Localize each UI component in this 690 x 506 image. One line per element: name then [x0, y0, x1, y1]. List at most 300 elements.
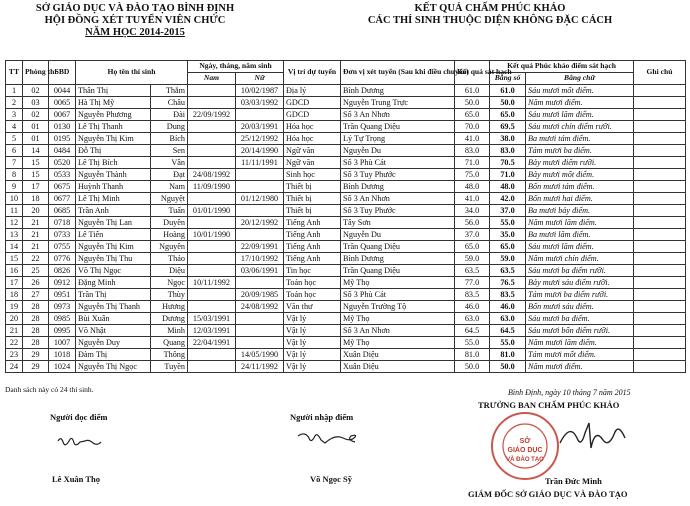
row-phong-thi: 14	[23, 145, 49, 157]
row-vi-tri: Hóa học	[284, 133, 341, 145]
row-ket-qua: 65.0	[455, 109, 490, 121]
row-bang-so: 65.0	[490, 109, 526, 121]
row-ho: Nguyễn Duy	[76, 337, 151, 349]
row-bang-so: 37.0	[490, 205, 526, 217]
row-bang-chu: Bốn mươi sáu điểm.	[526, 301, 634, 313]
row-ghi-chu	[634, 109, 686, 121]
row-ten: Châu	[151, 97, 188, 109]
row-ten: Bích	[151, 133, 188, 145]
row-bang-chu: Năm mươi chín điểm.	[526, 253, 634, 265]
row-ket-qua: 75.0	[455, 169, 490, 181]
header-phong-thi: Phòng thi	[23, 61, 49, 85]
row-ten: Nguyệt	[151, 193, 188, 205]
row-tt: 15	[6, 253, 23, 265]
row-bang-so: 83.0	[490, 145, 526, 157]
row-don-vi: Số 3 Phù Cát	[341, 289, 455, 301]
header-ghi-chu: Ghi chú	[634, 61, 686, 85]
row-ho: Nguyễn Thị Kim	[76, 241, 151, 253]
board-title: TRƯỞNG BAN CHẤM PHÚC KHẢO	[478, 400, 620, 410]
row-tt: 6	[6, 145, 23, 157]
table-row	[6, 313, 686, 325]
row-ghi-chu	[634, 97, 686, 109]
row-ten: Sen	[151, 145, 188, 157]
row-bang-chu: Năm mươi điểm.	[526, 361, 634, 373]
row-bang-so: 35.0	[490, 229, 526, 241]
table-row	[6, 277, 686, 289]
row-phong-thi: 27	[23, 289, 49, 301]
header-ket-qua: Kết quả sát hạch	[455, 61, 490, 85]
row-nam	[188, 133, 236, 145]
row-vi-tri: Ngữ văn	[284, 145, 341, 157]
row-don-vi: Mỹ Thọ	[341, 313, 455, 325]
row-nu: 20/14/1990	[236, 145, 284, 157]
table-row	[6, 361, 686, 373]
row-ket-qua: 83.5	[455, 289, 490, 301]
row-bang-chu: Tám mươi mốt điểm.	[526, 349, 634, 361]
row-bang-chu: Bốn mươi tám điểm.	[526, 181, 634, 193]
row-ghi-chu	[634, 325, 686, 337]
row-nam	[188, 361, 236, 373]
row-ghi-chu	[634, 205, 686, 217]
row-vi-tri: Vật lý	[284, 361, 341, 373]
row-nam: 01/01/1990	[188, 205, 236, 217]
row-nu	[236, 337, 284, 349]
date-line: Bình Định, ngày 10 tháng 7 năm 2015	[508, 388, 631, 397]
row-ket-qua: 63.5	[455, 265, 490, 277]
row-phong-thi: 02	[23, 109, 49, 121]
row-ho: Võ Thị Ngọc	[76, 265, 151, 277]
row-phong-thi: 21	[23, 229, 49, 241]
row-bang-so: 42.0	[490, 193, 526, 205]
row-nam	[188, 253, 236, 265]
row-vi-tri: Vật lý	[284, 325, 341, 337]
row-vi-tri: Toán học	[284, 289, 341, 301]
row-sbd: 0067	[49, 109, 76, 121]
row-phong-thi: 28	[23, 313, 49, 325]
row-sbd: 0484	[49, 145, 76, 157]
row-don-vi: Xuân Diệu	[341, 361, 455, 373]
row-nu	[236, 313, 284, 325]
row-sbd: 0677	[49, 193, 76, 205]
row-bang-so: 55.0	[490, 217, 526, 229]
row-tt: 5	[6, 133, 23, 145]
row-nu	[236, 181, 284, 193]
row-bang-chu: Sáu mươi mốt điểm.	[526, 85, 634, 97]
row-don-vi: Bình Dương	[341, 85, 455, 97]
row-tt: 7	[6, 157, 23, 169]
row-bang-so: 61.0	[490, 85, 526, 97]
row-tt: 8	[6, 169, 23, 181]
row-ho: Nguyễn Thị Thu	[76, 253, 151, 265]
row-don-vi: Số 3 An Nhơn	[341, 193, 455, 205]
header-bang-so: Bằng số	[490, 73, 526, 85]
row-nam	[188, 121, 236, 133]
table-row	[6, 205, 686, 217]
header-nam: Nam	[188, 73, 236, 85]
row-bang-chu: Sáu mươi lăm điểm.	[526, 241, 634, 253]
row-ghi-chu	[634, 229, 686, 241]
table-row	[6, 133, 686, 145]
row-sbd: 0951	[49, 289, 76, 301]
row-phong-thi: 26	[23, 277, 49, 289]
row-bang-so: 63.5	[490, 265, 526, 277]
row-ho: Nguyễn Phương	[76, 109, 151, 121]
row-vi-tri: Thiết bị	[284, 193, 341, 205]
row-tt: 20	[6, 313, 23, 325]
row-ghi-chu	[634, 301, 686, 313]
row-ghi-chu	[634, 241, 686, 253]
row-vi-tri: Hóa học	[284, 121, 341, 133]
row-vi-tri: Thiết bị	[284, 205, 341, 217]
svg-text:SỞ: SỞ	[519, 438, 531, 445]
row-bang-chu: Tám mươi ba điểm rưỡi.	[526, 289, 634, 301]
row-ten: Minh	[151, 325, 188, 337]
row-sbd: 1007	[49, 337, 76, 349]
row-sbd: 0675	[49, 181, 76, 193]
row-ket-qua: 77.0	[455, 277, 490, 289]
row-tt: 12	[6, 217, 23, 229]
row-ten: Đài	[151, 109, 188, 121]
row-vi-tri: Toán học	[284, 277, 341, 289]
header-left-line1: SỞ GIÁO DỤC VÀ ĐÀO TẠO BÌNH ĐỊNH	[35, 3, 235, 14]
row-tt: 18	[6, 289, 23, 301]
row-ho: Hà Thị Mỹ	[76, 97, 151, 109]
row-don-vi: Tây Sơn	[341, 217, 455, 229]
row-vi-tri: Vật lý	[284, 313, 341, 325]
row-vi-tri: Sinh học	[284, 169, 341, 181]
row-bang-so: 70.5	[490, 157, 526, 169]
row-sbd: 0533	[49, 169, 76, 181]
row-ghi-chu	[634, 85, 686, 97]
row-vi-tri: Ngữ văn	[284, 157, 341, 169]
row-ghi-chu	[634, 181, 686, 193]
row-sbd: 0985	[49, 313, 76, 325]
row-sbd: 1024	[49, 361, 76, 373]
table-row	[6, 337, 686, 349]
row-ket-qua: 56.0	[455, 217, 490, 229]
row-sbd: 0995	[49, 325, 76, 337]
row-ghi-chu	[634, 169, 686, 181]
row-sbd: 0826	[49, 265, 76, 277]
table-row	[6, 109, 686, 121]
row-ghi-chu	[634, 337, 686, 349]
row-ten: Dung	[151, 121, 188, 133]
row-bang-so: 50.0	[490, 361, 526, 373]
row-ghi-chu	[634, 157, 686, 169]
row-ten: Nam	[151, 181, 188, 193]
row-don-vi: Số 3 Tuy Phước	[341, 169, 455, 181]
row-phong-thi: 17	[23, 181, 49, 193]
row-ten: Tuấn	[151, 205, 188, 217]
row-phong-thi: 15	[23, 169, 49, 181]
row-nam	[188, 85, 236, 97]
row-nu: 22/09/1991	[236, 241, 284, 253]
row-nam: 15/03/1991	[188, 313, 236, 325]
row-ho: Nguyễn Thị Lan	[76, 217, 151, 229]
row-nam: 24/08/1992	[188, 169, 236, 181]
row-don-vi: Số 3 Tuy Phước	[341, 205, 455, 217]
row-bang-chu: Năm mươi điểm.	[526, 97, 634, 109]
row-don-vi: Số 3 An Nhơn	[341, 325, 455, 337]
row-ket-qua: 46.0	[455, 301, 490, 313]
row-phong-thi: 29	[23, 349, 49, 361]
row-ten: Ngọc	[151, 277, 188, 289]
row-tt: 3	[6, 109, 23, 121]
row-ho: Thân Thị	[76, 85, 151, 97]
row-bang-chu: Năm mươi lăm điểm.	[526, 337, 634, 349]
row-tt: 9	[6, 181, 23, 193]
table-row	[6, 253, 686, 265]
row-ten: Duyên	[151, 217, 188, 229]
header-left	[10, 3, 260, 39]
row-ten: Dương	[151, 313, 188, 325]
table-row	[6, 229, 686, 241]
row-phong-thi: 02	[23, 85, 49, 97]
row-nam: 12/03/1991	[188, 325, 236, 337]
row-nam	[188, 145, 236, 157]
row-ho: Nguyễn Thành	[76, 169, 151, 181]
row-nu	[236, 109, 284, 121]
row-ket-qua: 61.0	[455, 85, 490, 97]
row-phong-thi: 20	[23, 205, 49, 217]
header-don-vi: Đơn vị xét tuyển (Sau khi điều chuyển)	[341, 61, 455, 85]
table-row	[6, 289, 686, 301]
header-sbd: SBD	[49, 61, 76, 85]
row-ghi-chu	[634, 193, 686, 205]
reader-title: Người đọc điểm	[50, 412, 108, 422]
row-nu: 14/05/1990	[236, 349, 284, 361]
row-ghi-chu	[634, 121, 686, 133]
row-don-vi: Số 3 Phù Cát	[341, 157, 455, 169]
row-bang-chu: Bảy mươi điểm rưỡi.	[526, 157, 634, 169]
row-vi-tri: Văn thư	[284, 301, 341, 313]
row-nu	[236, 205, 284, 217]
table-row	[6, 193, 686, 205]
official-stamp	[488, 410, 563, 482]
row-ket-qua: 41.0	[455, 133, 490, 145]
row-phong-thi: 03	[23, 97, 49, 109]
row-tt: 14	[6, 241, 23, 253]
row-ket-qua: 48.0	[455, 181, 490, 193]
header-vi-tri: Vị trí dự tuyển	[284, 61, 341, 85]
header-phuc-khao: Kết quả Phúc khảo điểm sát hạch	[490, 61, 634, 73]
row-vi-tri: Tin học	[284, 265, 341, 277]
row-tt: 23	[6, 349, 23, 361]
row-nu	[236, 277, 284, 289]
header-left-line3: NĂM HỌC 2014-2015	[85, 27, 185, 38]
row-bang-so: 50.0	[490, 97, 526, 109]
row-ho: Nguyễn Thị Ngọc	[76, 361, 151, 373]
row-ho: Lê Thị Thanh	[76, 121, 151, 133]
row-ket-qua: 55.0	[455, 337, 490, 349]
reader-signature	[55, 433, 105, 453]
row-tt: 4	[6, 121, 23, 133]
row-bang-so: 81.0	[490, 349, 526, 361]
row-ghi-chu	[634, 313, 686, 325]
row-ho: Bùi Xuân	[76, 313, 151, 325]
header-tt: TT	[6, 61, 23, 85]
row-vi-tri: Tiếng Anh	[284, 241, 341, 253]
row-bang-so: 64.5	[490, 325, 526, 337]
row-tt: 21	[6, 325, 23, 337]
row-don-vi: Xuân Diệu	[341, 349, 455, 361]
row-bang-so: 76.5	[490, 277, 526, 289]
row-tt: 22	[6, 337, 23, 349]
row-ket-qua: 50.0	[455, 361, 490, 373]
row-ho: Nguyễn Thị Kim	[76, 133, 151, 145]
row-bang-so: 48.0	[490, 181, 526, 193]
row-ket-qua: 65.0	[455, 241, 490, 253]
row-ten: Diệu	[151, 265, 188, 277]
row-tt: 2	[6, 97, 23, 109]
row-ten: Thảo	[151, 253, 188, 265]
table-row	[6, 217, 686, 229]
row-don-vi: Nguyễn Du	[341, 145, 455, 157]
row-bang-chu: Bốn mươi hai điểm.	[526, 193, 634, 205]
table-row	[6, 265, 686, 277]
row-nu: 17/10/1992	[236, 253, 284, 265]
director-signature	[555, 418, 635, 458]
table-row	[6, 121, 686, 133]
row-don-vi: Trần Quang Diệu	[341, 121, 455, 133]
row-ten: Vân	[151, 157, 188, 169]
row-nam	[188, 97, 236, 109]
row-bang-so: 59.0	[490, 253, 526, 265]
row-bang-chu: Sáu mươi ba điểm.	[526, 313, 634, 325]
row-ket-qua: 81.0	[455, 349, 490, 361]
row-sbd: 0718	[49, 217, 76, 229]
row-bang-so: 83.5	[490, 289, 526, 301]
row-ten: Thông	[151, 349, 188, 361]
row-ho: Lê Thị Minh	[76, 193, 151, 205]
row-bang-chu: Sáu mươi bốn điểm rưỡi.	[526, 325, 634, 337]
row-tt: 10	[6, 193, 23, 205]
row-tt: 24	[6, 361, 23, 373]
row-phong-thi: 01	[23, 121, 49, 133]
row-don-vi: Trần Quang Diệu	[341, 265, 455, 277]
row-sbd: 0733	[49, 229, 76, 241]
row-bang-chu: Sáu mươi ba điểm rưỡi.	[526, 265, 634, 277]
row-nam	[188, 193, 236, 205]
row-ho: Đỗ Thị	[76, 145, 151, 157]
row-don-vi: Nguyễn Trường Tộ	[341, 301, 455, 313]
row-phong-thi: 01	[23, 133, 49, 145]
board-position: GIÁM ĐỐC SỞ GIÁO DỤC VÀ ĐÀO TẠO	[468, 489, 628, 499]
row-nu: 10/02/1987	[236, 85, 284, 97]
row-bang-chu: Sáu mươi chín điểm rưỡi.	[526, 121, 634, 133]
row-sbd: 0973	[49, 301, 76, 313]
row-ghi-chu	[634, 289, 686, 301]
table-row	[6, 169, 686, 181]
row-nu: 01/12/1980	[236, 193, 284, 205]
row-ho: Đàm Thị	[76, 349, 151, 361]
row-phong-thi: 28	[23, 301, 49, 313]
header-right	[300, 3, 680, 27]
row-ten: Hương	[151, 301, 188, 313]
row-ten: Đạt	[151, 169, 188, 181]
row-nu: 03/06/1991	[236, 265, 284, 277]
row-sbd: 1018	[49, 349, 76, 361]
row-bang-chu: Ba mươi tám điểm.	[526, 133, 634, 145]
row-sbd: 0755	[49, 241, 76, 253]
results-table	[5, 60, 686, 373]
table-row	[6, 157, 686, 169]
row-sbd: 0044	[49, 85, 76, 97]
row-vi-tri: Vật lý	[284, 349, 341, 361]
row-nu: 24/11/1992	[236, 361, 284, 373]
row-nu	[236, 229, 284, 241]
table-body	[6, 85, 686, 373]
row-don-vi: Bình Dương	[341, 181, 455, 193]
row-ghi-chu	[634, 265, 686, 277]
row-ten: Thùy	[151, 289, 188, 301]
row-ket-qua: 83.0	[455, 145, 490, 157]
header-ngay-sinh: Ngày, tháng, năm sinh	[188, 61, 284, 73]
row-sbd: 0520	[49, 157, 76, 169]
row-bang-chu: Tám mươi ba điểm.	[526, 145, 634, 157]
count-note: Danh sách này có 24 thí sinh.	[5, 385, 94, 394]
row-tt: 1	[6, 85, 23, 97]
row-vi-tri: Vật lý	[284, 337, 341, 349]
svg-text:GIÁO DỤC: GIÁO DỤC	[507, 447, 543, 454]
row-don-vi: Nguyễn Trung Trực	[341, 97, 455, 109]
row-phong-thi: 25	[23, 265, 49, 277]
row-nu	[236, 169, 284, 181]
row-sbd: 0776	[49, 253, 76, 265]
row-nam	[188, 265, 236, 277]
row-bang-so: 65.0	[490, 241, 526, 253]
row-sbd: 0130	[49, 121, 76, 133]
row-nam	[188, 157, 236, 169]
row-phong-thi: 28	[23, 325, 49, 337]
row-ket-qua: 70.0	[455, 121, 490, 133]
row-vi-tri: Thiết bị	[284, 181, 341, 193]
row-nam	[188, 241, 236, 253]
row-phong-thi: 22	[23, 253, 49, 265]
row-ghi-chu	[634, 217, 686, 229]
row-phong-thi: 15	[23, 157, 49, 169]
row-vi-tri: Tiếng Anh	[284, 217, 341, 229]
row-nam: 11/09/1990	[188, 181, 236, 193]
row-ho: Huỳnh Thanh	[76, 181, 151, 193]
table-row	[6, 301, 686, 313]
row-ho: Lê Thị Bích	[76, 157, 151, 169]
header-right-line2: CÁC THÍ SINH THUỘC DIỆN KHÔNG ĐẶC CÁCH	[367, 15, 613, 26]
row-ho: Trần Thị	[76, 289, 151, 301]
row-phong-thi: 18	[23, 193, 49, 205]
row-phong-thi: 21	[23, 217, 49, 229]
entry-title: Người nhập điểm	[290, 412, 354, 422]
row-bang-so: 71.0	[490, 169, 526, 181]
row-ho: Nguyễn Thị Thanh	[76, 301, 151, 313]
row-ket-qua: 41.0	[455, 193, 490, 205]
board-name: Trần Đức Minh	[545, 476, 602, 486]
row-phong-thi: 21	[23, 241, 49, 253]
table-row	[6, 241, 686, 253]
row-vi-tri: Địa lý	[284, 85, 341, 97]
row-nam	[188, 289, 236, 301]
row-ket-qua: 71.0	[455, 157, 490, 169]
row-phong-thi: 28	[23, 337, 49, 349]
row-bang-chu: Bảy mươi mốt điểm.	[526, 169, 634, 181]
row-bang-chu: Ba mươi lăm điểm.	[526, 229, 634, 241]
header-nu: Nữ	[236, 73, 284, 85]
row-ket-qua: 50.0	[455, 97, 490, 109]
row-nu: 20/09/1985	[236, 289, 284, 301]
row-tt: 17	[6, 277, 23, 289]
entry-signature	[295, 428, 365, 452]
row-ghi-chu	[634, 361, 686, 373]
